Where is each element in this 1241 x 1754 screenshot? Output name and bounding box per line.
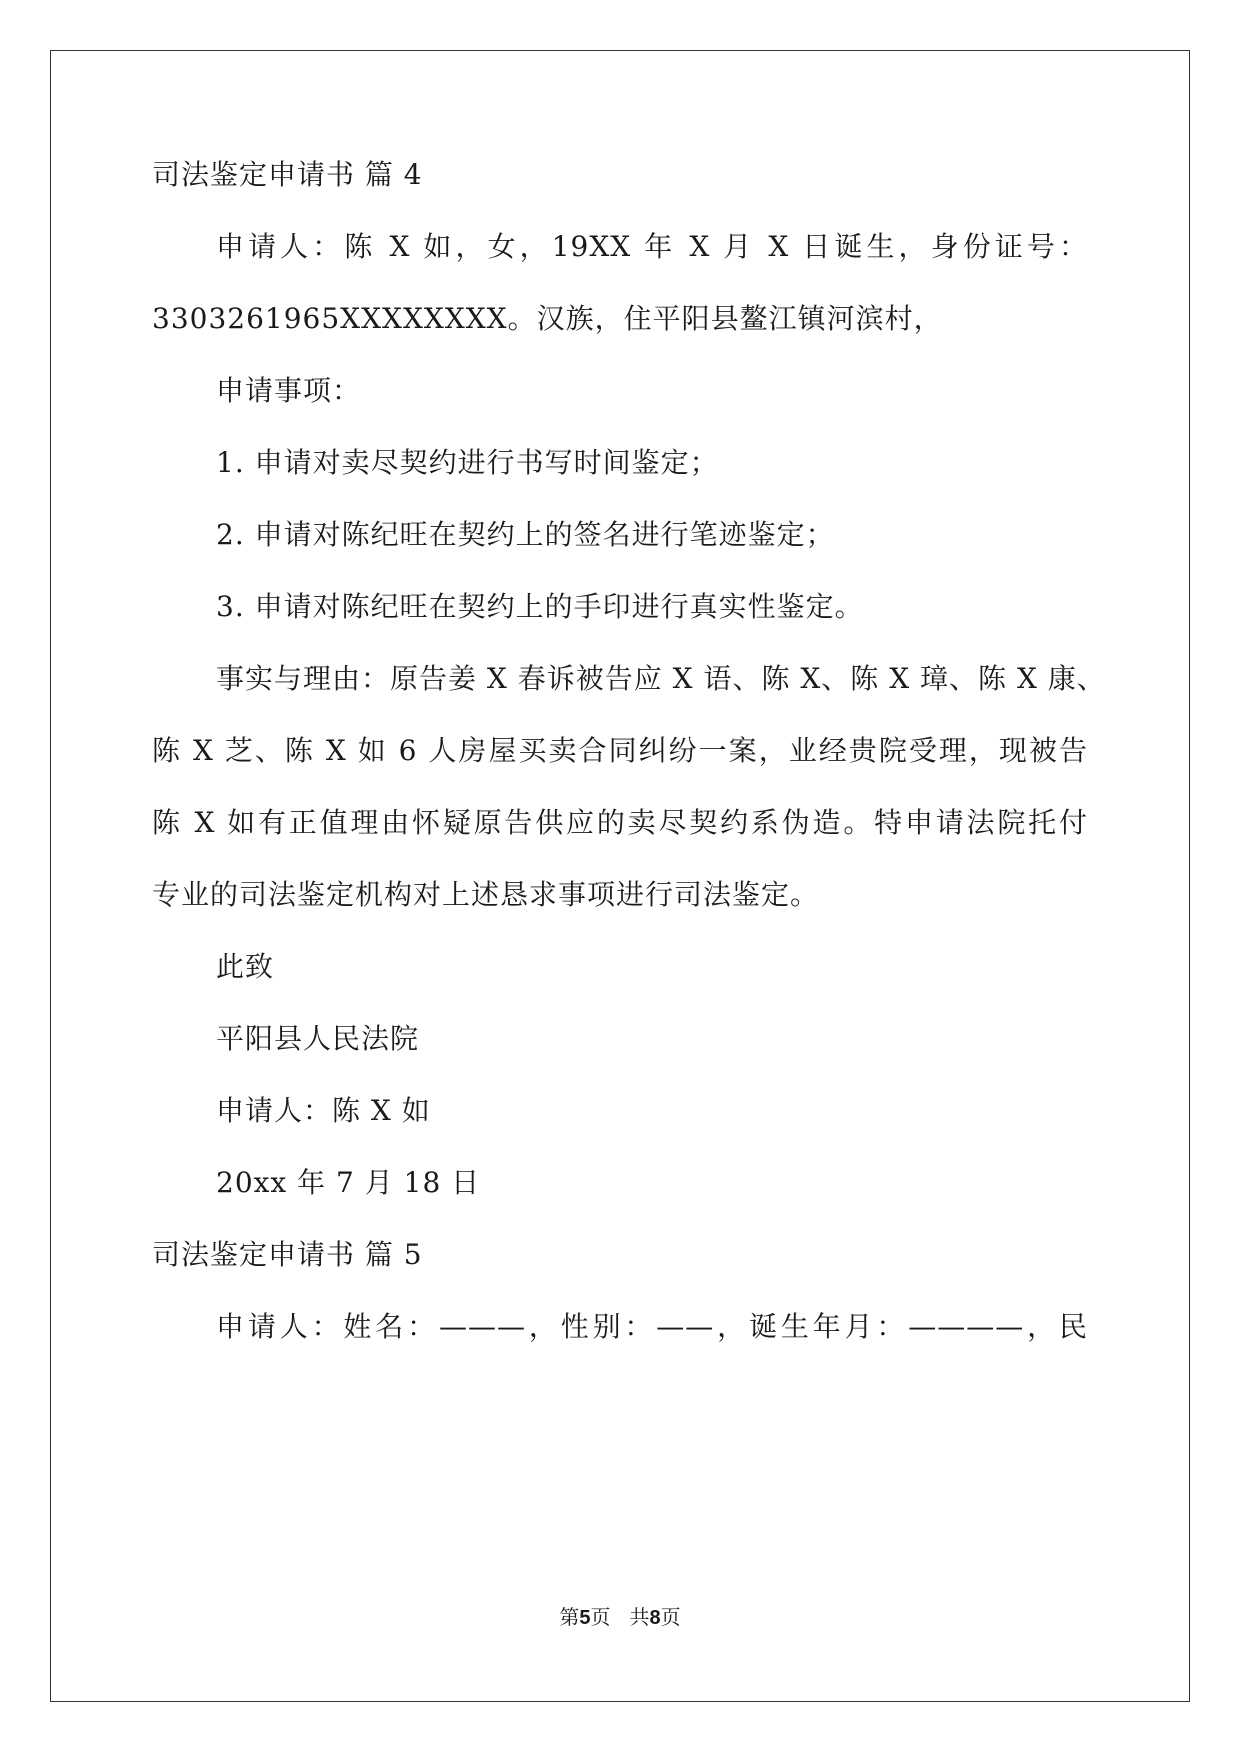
page-frame bbox=[50, 50, 1190, 1702]
applicant-form-line: 申请人：姓名：———，性别：——，诞生年月：————，民 bbox=[216, 1310, 1088, 1343]
recipient-court: 平阳县人民法院 bbox=[216, 1022, 420, 1055]
facts-line-3: 陈 X 如有正值理由怀疑原告供应的卖尽契约系伪造。特申请法院托付 bbox=[152, 806, 1088, 839]
application-items-heading: 申请事项： bbox=[216, 374, 362, 407]
facts-line-1: 事实与理由：原告姜 X 春诉被告应 X 语、陈 X、陈 X 璋、陈 X 康、 bbox=[216, 662, 1106, 695]
application-item-3: 3. 申请对陈纪旺在契约上的手印进行真实性鉴定。 bbox=[216, 590, 864, 623]
footer-suffix: 页 bbox=[660, 1605, 681, 1629]
application-date: 20xx 年 7 月 18 日 bbox=[216, 1166, 481, 1199]
facts-line-4: 专业的司法鉴定机构对上述恳求事项进行司法鉴定。 bbox=[152, 878, 820, 911]
footer-mid: 页 共 bbox=[590, 1605, 650, 1629]
footer-page-number: 5 bbox=[579, 1607, 591, 1629]
applicant-line-2: 3303261965XXXXXXXX。汉族，住平阳县鳌江镇河滨村， bbox=[152, 302, 943, 335]
footer-prefix: 第 bbox=[559, 1605, 580, 1629]
salutation: 此致 bbox=[216, 950, 275, 983]
footer-total-pages: 8 bbox=[649, 1607, 661, 1629]
applicant-line-1: 申请人：陈 X 如，女，19XX 年 X 月 X 日诞生，身份证号： bbox=[216, 230, 1088, 263]
page-footer bbox=[51, 1605, 1189, 1630]
section-title-4: 司法鉴定申请书 篇 4 bbox=[152, 158, 423, 191]
application-item-2: 2. 申请对陈纪旺在契约上的签名进行笔迹鉴定； bbox=[216, 518, 835, 551]
section-title-5: 司法鉴定申请书 篇 5 bbox=[152, 1238, 423, 1271]
application-item-1: 1. 申请对卖尽契约进行书写时间鉴定； bbox=[216, 446, 719, 479]
facts-line-2: 陈 X 芝、陈 X 如 6 人房屋买卖合同纠纷一案，业经贵院受理，现被告 bbox=[152, 734, 1088, 767]
applicant-signature: 申请人：陈 X 如 bbox=[216, 1094, 431, 1127]
